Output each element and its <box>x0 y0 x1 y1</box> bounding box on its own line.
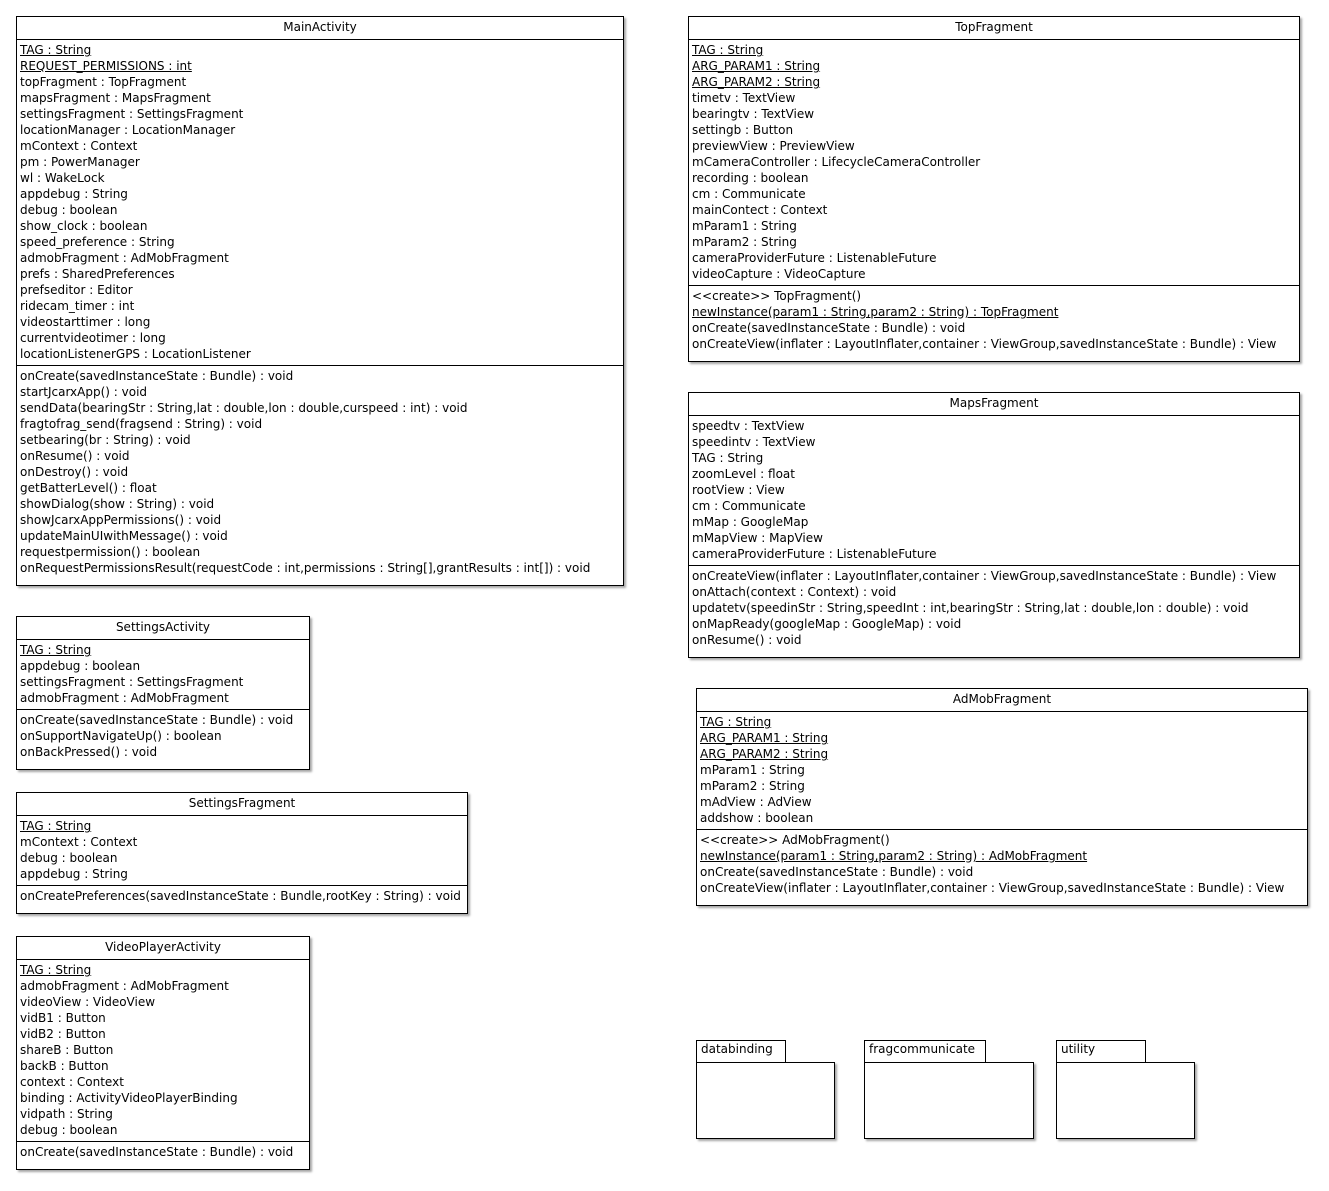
operations-compartment <box>17 365 623 579</box>
operation-row: onCreatePreferences(savedInstanceState : Bundle,rootKey : String) : void <box>20 889 461 903</box>
operation-row: updatetv(speedinStr : String,speedInt : int,bearingStr : String,lat : double,lon : double) : void <box>692 601 1249 615</box>
package-body <box>696 1062 835 1139</box>
operation-row: updateMainUIwithMessage() : void <box>20 529 228 543</box>
operation-row: onMapReady(googleMap : GoogleMap) : void <box>692 617 962 631</box>
operation-row: sendData(bearingStr : String,lat : double,lon : double,curspeed : int) : void <box>20 401 468 415</box>
operation-row: startJcarxApp() : void <box>20 385 148 399</box>
attribute-row: mAdView : AdView <box>700 795 812 809</box>
operation-row: showDialog(show : String) : void <box>20 497 215 511</box>
operation-row: setbearing(br : String) : void <box>20 433 191 447</box>
attribute-row: speed_preference : String <box>20 235 175 249</box>
operation-row: onDestroy() : void <box>20 465 129 479</box>
operation-row: onBackPressed() : void <box>20 745 158 759</box>
operation-row: onCreate(savedInstanceState : Bundle) : void <box>20 1145 294 1159</box>
attribute-row: addshow : boolean <box>700 811 814 825</box>
attribute-row: appdebug : String <box>20 187 128 201</box>
attributes-compartment <box>17 40 623 365</box>
attribute-row: mCameraController : LifecycleCameraController <box>692 155 981 169</box>
attribute-row: context : Context <box>20 1075 124 1089</box>
attribute-row: debug : boolean <box>20 851 118 865</box>
operation-row: onCreateView(inflater : LayoutInflater,container : ViewGroup,savedInstanceState : Bundle) : View <box>692 337 1277 351</box>
operation-row: newInstance(param1 : String,param2 : String) : AdMobFragment <box>700 849 1088 863</box>
attributes-compartment <box>17 640 309 709</box>
attribute-row: ARG_PARAM1 : String <box>700 731 829 745</box>
class-admob-fragment[interactable] <box>696 688 1308 906</box>
attribute-row: admobFragment : AdMobFragment <box>20 979 229 993</box>
attribute-row: currentvideotimer : long <box>20 331 166 345</box>
attributes-compartment <box>689 416 1299 565</box>
attribute-row: prefs : SharedPreferences <box>20 267 175 281</box>
attribute-row: mMapView : MapView <box>692 531 823 545</box>
package-name: utility <box>1056 1040 1146 1062</box>
package-body <box>864 1062 1034 1139</box>
attribute-row: ARG_PARAM1 : String <box>692 59 821 73</box>
attribute-row: REQUEST_PERMISSIONS : int <box>20 59 192 73</box>
attribute-row: videostarttimer : long <box>20 315 151 329</box>
package-name: fragcommunicate <box>864 1040 986 1062</box>
attributes-compartment <box>697 712 1307 829</box>
attribute-row: zoomLevel : float <box>692 467 795 481</box>
operation-row: onResume() : void <box>20 449 130 463</box>
attribute-row: admobFragment : AdMobFragment <box>20 691 229 705</box>
operation-row: getBatterLevel() : float <box>20 481 157 495</box>
operation-row: onResume() : void <box>692 633 802 647</box>
attribute-row: mParam2 : String <box>692 235 797 249</box>
operation-row: onCreate(savedInstanceState : Bundle) : void <box>20 369 294 383</box>
operation-row: onCreate(savedInstanceState : Bundle) : void <box>692 321 966 335</box>
operations-compartment <box>17 709 309 763</box>
attribute-row: settingsFragment : SettingsFragment <box>20 107 244 121</box>
attribute-row: mainContect : Context <box>692 203 828 217</box>
attribute-row: TAG : String <box>692 451 764 465</box>
operation-row: onCreateView(inflater : LayoutInflater,container : ViewGroup,savedInstanceState : Bundle) : View <box>700 881 1285 895</box>
attribute-row: speedintv : TextView <box>692 435 816 449</box>
class-settings-fragment[interactable] <box>16 792 468 914</box>
class-settings-activity[interactable] <box>16 616 310 770</box>
package-name: databinding <box>696 1040 786 1062</box>
operations-compartment <box>689 565 1299 651</box>
attribute-row: mContext : Context <box>20 835 138 849</box>
attribute-row: videoCapture : VideoCapture <box>692 267 866 281</box>
attribute-row: shareB : Button <box>20 1043 114 1057</box>
operation-row: <<create>> TopFragment() <box>692 289 862 303</box>
operation-row: showJcarxAppPermissions() : void <box>20 513 222 527</box>
class-name: AdMobFragment <box>697 689 1307 712</box>
attribute-row: mParam2 : String <box>700 779 805 793</box>
attribute-row: backB : Button <box>20 1059 109 1073</box>
attribute-row: mMap : GoogleMap <box>692 515 809 529</box>
attribute-row: appdebug : boolean <box>20 659 141 673</box>
attributes-compartment <box>17 960 309 1141</box>
attribute-row: speedtv : TextView <box>692 419 805 433</box>
operations-compartment <box>17 1141 309 1163</box>
attribute-row: vidB2 : Button <box>20 1027 106 1041</box>
attribute-row: ARG_PARAM2 : String <box>700 747 829 761</box>
attribute-row: appdebug : String <box>20 867 128 881</box>
attribute-row: debug : boolean <box>20 203 118 217</box>
attribute-row: videoView : VideoView <box>20 995 156 1009</box>
operation-row: requestpermission() : boolean <box>20 545 201 559</box>
class-name: TopFragment <box>689 17 1299 40</box>
attribute-row: TAG : String <box>20 819 92 833</box>
attribute-row: recording : boolean <box>692 171 809 185</box>
operation-row: onCreateView(inflater : LayoutInflater,container : ViewGroup,savedInstanceState : Bundle) : View <box>692 569 1277 583</box>
attribute-row: topFragment : TopFragment <box>20 75 187 89</box>
class-maps-fragment[interactable] <box>688 392 1300 658</box>
operation-row: fragtofrag_send(fragsend : String) : void <box>20 417 263 431</box>
class-name: MainActivity <box>17 17 623 40</box>
class-main-activity[interactable] <box>16 16 624 586</box>
attribute-row: bearingtv : TextView <box>692 107 815 121</box>
attribute-row: timetv : TextView <box>692 91 796 105</box>
attribute-row: settingsFragment : SettingsFragment <box>20 675 244 689</box>
operation-row: onCreate(savedInstanceState : Bundle) : void <box>700 865 974 879</box>
attribute-row: ridecam_timer : int <box>20 299 135 313</box>
attribute-row: cameraProviderFuture : ListenableFuture <box>692 547 937 561</box>
attribute-row: TAG : String <box>20 43 92 57</box>
package-fragcommunicate[interactable] <box>864 1040 1034 1140</box>
operation-row: <<create>> AdMobFragment() <box>700 833 890 847</box>
attribute-row: mParam1 : String <box>692 219 797 233</box>
attribute-row: pm : PowerManager <box>20 155 140 169</box>
attribute-row: locationManager : LocationManager <box>20 123 236 137</box>
class-name: VideoPlayerActivity <box>17 937 309 960</box>
attribute-row: mapsFragment : MapsFragment <box>20 91 211 105</box>
class-video-player-activity[interactable] <box>16 936 310 1170</box>
attribute-row: rootView : View <box>692 483 785 497</box>
operations-compartment <box>17 885 467 907</box>
operation-row: newInstance(param1 : String,param2 : String) : TopFragment <box>692 305 1059 319</box>
attribute-row: cameraProviderFuture : ListenableFuture <box>692 251 937 265</box>
attribute-row: prefseditor : Editor <box>20 283 133 297</box>
class-name: MapsFragment <box>689 393 1299 416</box>
package-utility[interactable] <box>1056 1040 1195 1140</box>
attribute-row: locationListenerGPS : LocationListener <box>20 347 251 361</box>
attribute-row: wl : WakeLock <box>20 171 105 185</box>
class-top-fragment[interactable] <box>688 16 1300 362</box>
attribute-row: binding : ActivityVideoPlayerBinding <box>20 1091 238 1105</box>
attribute-row: TAG : String <box>692 43 764 57</box>
operation-row: onRequestPermissionsResult(requestCode : int,permissions : String[],grantResults : int[]) : void <box>20 561 591 575</box>
operation-row: onCreate(savedInstanceState : Bundle) : void <box>20 713 294 727</box>
class-name: SettingsFragment <box>17 793 467 816</box>
attribute-row: TAG : String <box>700 715 772 729</box>
attributes-compartment <box>689 40 1299 285</box>
operations-compartment <box>697 829 1307 899</box>
attribute-row: mContext : Context <box>20 139 138 153</box>
attribute-row: mParam1 : String <box>700 763 805 777</box>
package-databinding[interactable] <box>696 1040 835 1140</box>
attribute-row: cm : Communicate <box>692 187 806 201</box>
attribute-row: ARG_PARAM2 : String <box>692 75 821 89</box>
attribute-row: TAG : String <box>20 963 92 977</box>
class-name: SettingsActivity <box>17 617 309 640</box>
attribute-row: previewView : PreviewView <box>692 139 855 153</box>
operations-compartment <box>689 285 1299 355</box>
attribute-row: vidB1 : Button <box>20 1011 106 1025</box>
attribute-row: show_clock : boolean <box>20 219 148 233</box>
attributes-compartment <box>17 816 467 885</box>
attribute-row: TAG : String <box>20 643 92 657</box>
package-body <box>1056 1062 1195 1139</box>
attribute-row: cm : Communicate <box>692 499 806 513</box>
attribute-row: settingb : Button <box>692 123 794 137</box>
operation-row: onAttach(context : Context) : void <box>692 585 897 599</box>
attribute-row: vidpath : String <box>20 1107 113 1121</box>
attribute-row: debug : boolean <box>20 1123 118 1137</box>
attribute-row: admobFragment : AdMobFragment <box>20 251 229 265</box>
operation-row: onSupportNavigateUp() : boolean <box>20 729 222 743</box>
